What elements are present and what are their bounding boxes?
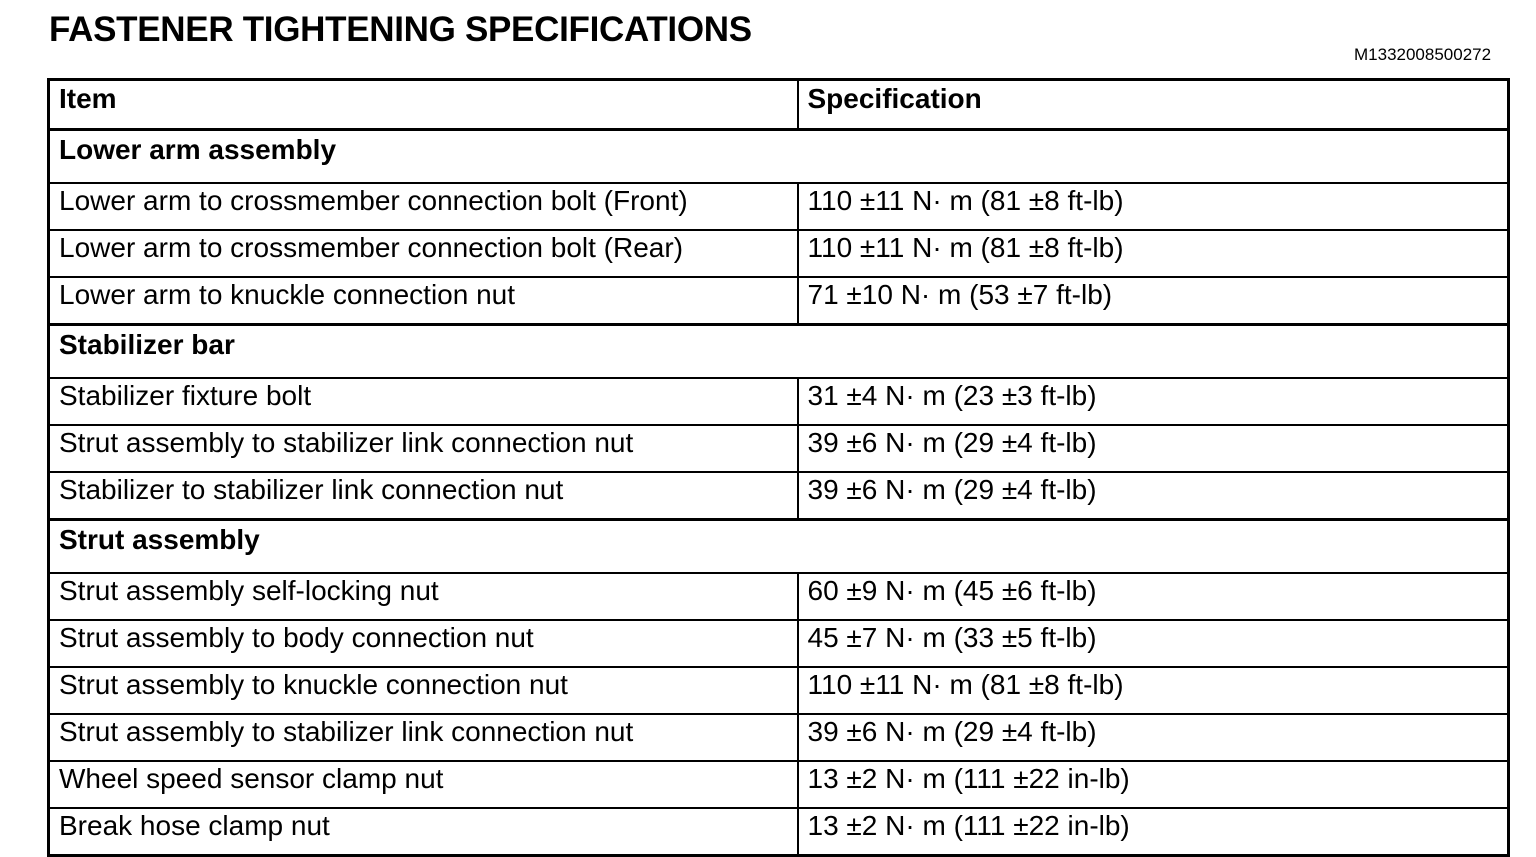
table-row [49,277,1509,325]
item-cell: Strut assembly to stabilizer link connection nut [49,425,798,472]
item-cell: Break hose clamp nut [49,808,798,856]
table-row [49,667,1509,714]
spec-cell: 13 ±2 N· m (111 ±22 in-lb) [798,761,1509,808]
table-header-row [49,80,1509,130]
spec-cell: 110 ±11 N· m (81 ±8 ft-lb) [798,667,1509,714]
spec-cell: 31 ±4 N· m (23 ±3 ft-lb) [798,378,1509,425]
spec-table [47,78,1510,857]
document-code: M1332008500272 [1354,45,1492,64]
item-cell: Lower arm to crossmember connection bolt (Rear) [49,230,798,277]
table-row [49,230,1509,277]
item-cell: Wheel speed sensor clamp nut [49,761,798,808]
table-row [49,714,1509,761]
spec-cell: 45 ±7 N· m (33 ±5 ft-lb) [798,620,1509,667]
spec-cell: 60 ±9 N· m (45 ±6 ft-lb) [798,573,1509,620]
spec-cell: 13 ±2 N· m (111 ±22 in-lb) [798,808,1509,856]
item-cell: Strut assembly self-locking nut [49,573,798,620]
item-cell: Lower arm to crossmember connection bolt (Front) [49,183,798,230]
column-header-specification: Specification [798,80,1509,130]
spec-cell: 39 ±6 N· m (29 ±4 ft-lb) [798,714,1509,761]
item-cell: Stabilizer fixture bolt [49,378,798,425]
spec-cell: 110 ±11 N· m (81 ±8 ft-lb) [798,230,1509,277]
spec-cell: 39 ±6 N· m (29 ±4 ft-lb) [798,425,1509,472]
spec-cell: 39 ±6 N· m (29 ±4 ft-lb) [798,472,1509,520]
page-title: FASTENER TIGHTENING SPECIFICATIONS [49,10,752,49]
item-cell: Stabilizer to stabilizer link connection nut [49,472,798,520]
section-title: Stabilizer bar [49,325,1509,379]
table-row [49,472,1509,520]
section-row-lower-arm-assembly [49,130,1509,184]
table-row [49,425,1509,472]
section-row-stabilizer-bar [49,325,1509,379]
table-row [49,573,1509,620]
table-row [49,378,1509,425]
table-row [49,620,1509,667]
item-cell: Strut assembly to body connection nut [49,620,798,667]
table-row [49,761,1509,808]
section-row-strut-assembly [49,520,1509,574]
item-cell: Lower arm to knuckle connection nut [49,277,798,325]
item-cell: Strut assembly to knuckle connection nut [49,667,798,714]
section-title: Lower arm assembly [49,130,1509,184]
section-title: Strut assembly [49,520,1509,574]
column-header-item: Item [49,80,798,130]
table-row [49,808,1509,856]
spec-cell: 110 ±11 N· m (81 ±8 ft-lb) [798,183,1509,230]
spec-cell: 71 ±10 N· m (53 ±7 ft-lb) [798,277,1509,325]
table-row [49,183,1509,230]
item-cell: Strut assembly to stabilizer link connection nut [49,714,798,761]
